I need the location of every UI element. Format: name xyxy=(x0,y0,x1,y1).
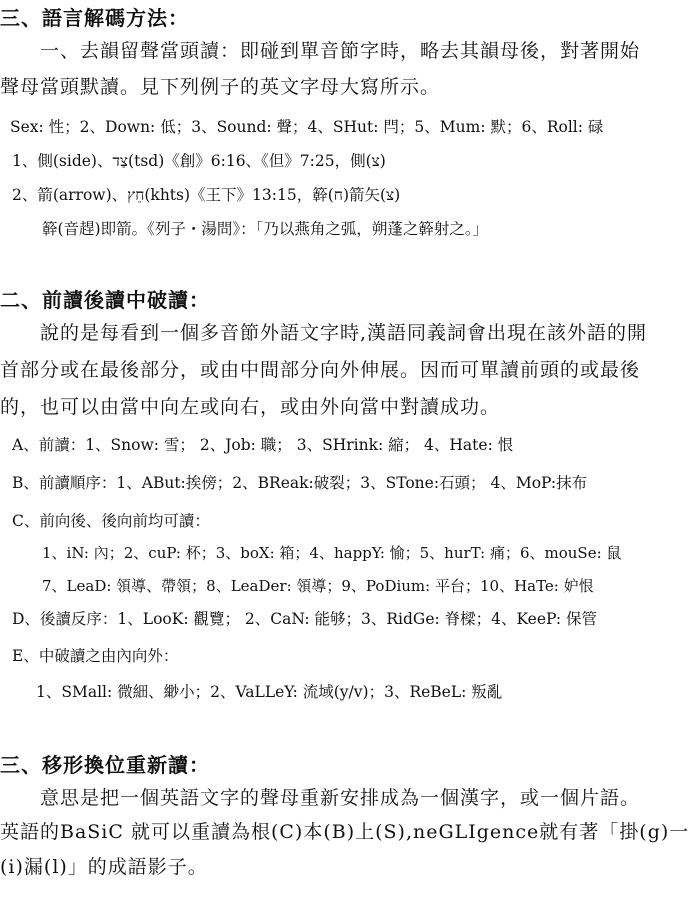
paragraph-line: 說的是每看到一個多音節外語文字時,漢語同義詞會出現在該外語的開 xyxy=(40,322,648,344)
list-item-e-sub: 1、SMall: 微細、緲小；2、VaLLeY: 流域(y/v)；3、ReBeL: 叛亂 xyxy=(36,683,503,701)
section-heading: 二、前讀後讀中破讀： xyxy=(0,288,210,312)
example-line-text: Sex: 性；2、Down: 低；3、Sound: 聲；4、SHut: 閂；5、Mum: 默；6、Roll: 碌 xyxy=(10,118,604,136)
example-line: 1、側(side)、צַד(tsd)《創》6:16、《但》7:25，側(צ) xyxy=(12,152,386,170)
paragraph-line: (i)漏(l)」的成語影子。 xyxy=(0,856,208,878)
section-heading: 三、移形換位重新讀： xyxy=(0,753,210,777)
paragraph-line: 英語的BaSiC 就可以重讀為根(C)本(B)上(S),neGLIgence就有著「掛(g)一 xyxy=(0,821,690,843)
paragraph-line: 一、去韻留聲當頭讀：即碰到單音節字時，略去其韻母後，對著開始 xyxy=(40,40,641,62)
example-line xyxy=(10,120,603,136)
list-item-c: C、前向後、後向前均可讀： xyxy=(12,512,210,530)
paragraph-line: 聲母當頭默讀。見下列例子的英文字母大寫所示。 xyxy=(0,76,441,98)
example-line: 簳(音趕)即箭。《列子・湯問》：「乃以燕角之弧，朔蓬之簳射之。」 xyxy=(42,220,489,238)
list-item-c-sub: 7、LeaD: 領導、帶領；8、LeaDer: 領導；9、PoDium: 平台；10、HaTe: 妒恨 xyxy=(42,577,594,595)
example-line: 2、箭(arrow)、חֵץ(khts)《王下》13:15，簳(ח)箭矢(צ) xyxy=(12,186,401,204)
list-item-d: D、後讀反序：1、LooK: 觀覽； 2、CaN: 能够；3、RidGe: 脊樑；4、KeeP: 保管 xyxy=(12,610,598,628)
list-item-e: E、中破讀之由內向外： xyxy=(12,647,179,665)
paragraph-line: 首部分或在最後部分，或由中間部分向外伸展。因而可單讀前頭的或最後 xyxy=(0,359,641,381)
section-heading: 三、語言解碼方法： xyxy=(0,6,189,30)
paragraph-line: 意思是把一個英語文字的聲母重新安排成為一個漢字，或一個片語。 xyxy=(40,787,641,809)
list-item-b: B、前讀順序：1、ABut:挨傍；2、BReak:破裂；3、STone:石頭； 4、MoP:抹布 xyxy=(12,474,588,492)
list-item-c-sub: 1、iN: 內；2、cuP: 杯；3、boX: 箱；4、happY: 愉；5、hurT: 痛；6、mouSe: 鼠 xyxy=(42,544,622,562)
list-item-a: A、前讀：1、Snow: 雪； 2、Job: 職； 3、SHrink: 縮； 4、Hate: 恨 xyxy=(12,436,514,454)
paragraph-line: 的，也可以由當中向左或向右，或由外向當中對讀成功。 xyxy=(0,396,501,418)
